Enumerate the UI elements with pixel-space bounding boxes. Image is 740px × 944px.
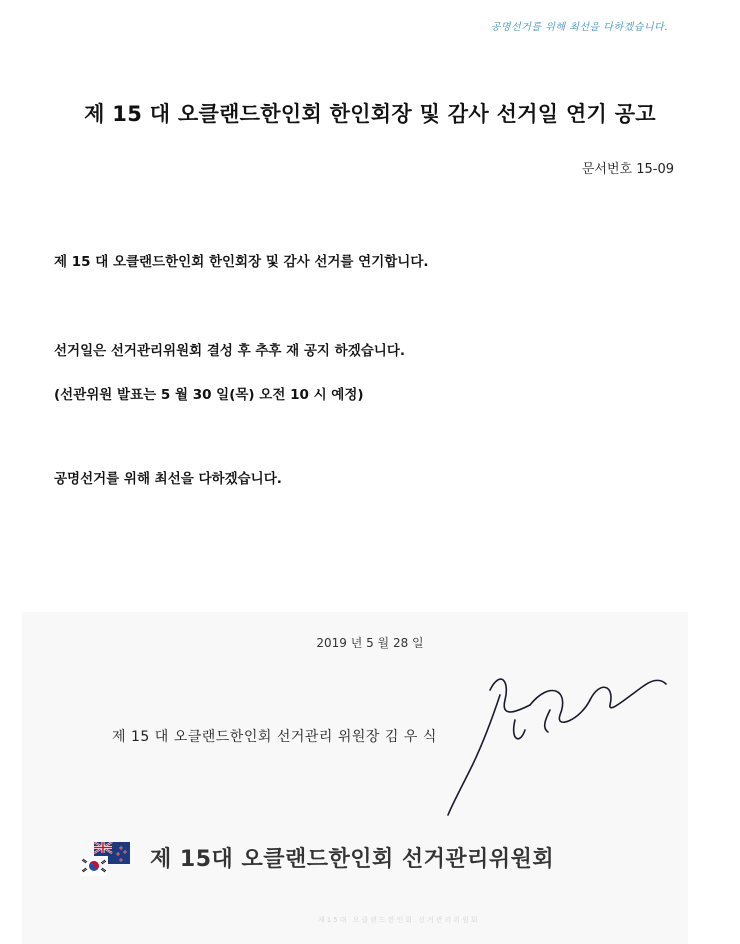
notice-line-1: 제 15 대 오클랜드한인회 한인회장 및 감사 선거를 연기합니다.: [54, 254, 429, 270]
faint-footer-text: 제15대 오클랜드한인회 선거관리위원회: [318, 916, 480, 924]
signature-icon: [430, 650, 670, 820]
notice-line-4: 공명선거를 위해 최선을 다하겠습니다.: [54, 471, 282, 487]
south-korea-flag-icon: [80, 856, 108, 876]
document-number: 문서번호 15-09: [581, 162, 674, 177]
committee-seal: [80, 838, 640, 886]
committee-name: 제 15대 오클랜드한인회 선거관리위원회: [150, 847, 555, 872]
notice-line-3: (선관위원 발표는 5 월 30 일(목) 오전 10 시 예정): [54, 387, 364, 403]
header-motto: 공명선거를 위해 최선을 다하겠습니다.: [490, 22, 668, 33]
page-title: 제 15 대 오클랜드한인회 한인회장 및 감사 선거일 연기 공고: [84, 102, 656, 126]
notice-line-2: 선거일은 선거관리위원회 결성 후 추후 재 공지 하겠습니다.: [54, 343, 406, 359]
chairperson-line: 제 15 대 오클랜드한인회 선거관리 위원장 김 우 식: [112, 729, 437, 745]
issue-date: 2019 년 5 월 28 일: [316, 636, 424, 650]
